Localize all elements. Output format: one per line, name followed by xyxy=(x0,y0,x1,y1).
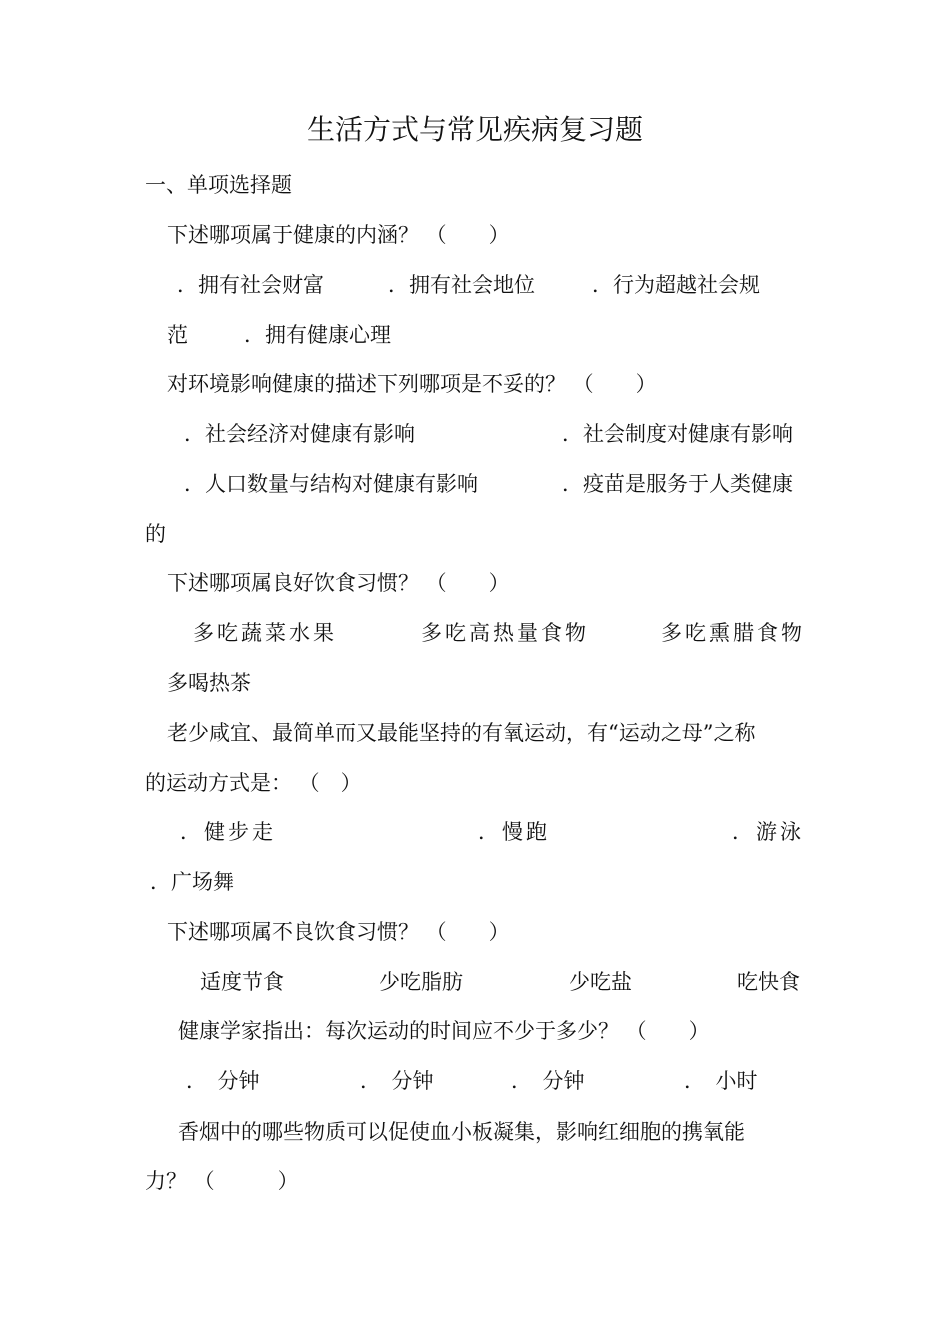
question-2-option-d-continued: 的 xyxy=(145,522,166,546)
question-3-option-d: 多喝热茶 xyxy=(167,671,251,695)
page-title: 生活方式与常见疾病复习题 xyxy=(306,113,643,146)
question-4-option-d: ．广场舞 xyxy=(150,870,234,894)
section-heading: 一、单项选择题 xyxy=(145,173,292,197)
question-2-option-a: ．社会经济对健康有影响 xyxy=(184,422,415,446)
question-2-stem: 对环境影响健康的描述下列哪项是不妥的？ （ ） xyxy=(167,372,657,396)
question-6-option-a: ． 分钟 xyxy=(186,1069,260,1093)
question-6-option-b: ． 分钟 xyxy=(360,1069,434,1093)
question-6-option-d: ． 小时 xyxy=(684,1069,758,1093)
question-5-option-b: 少吃脂肪 xyxy=(379,970,463,994)
question-2-option-d: ．疫苗是服务于人类健康 xyxy=(562,472,793,496)
question-4-stem-line-2: 的运动方式是： （ ） xyxy=(145,771,362,795)
question-1-option-b: ．拥有社会地位 xyxy=(388,273,535,297)
question-5-option-d: 吃快食 xyxy=(737,970,800,994)
question-1-option-c: ．行为超越社会规 xyxy=(592,273,760,297)
question-7-stem-line-1: 香烟中的哪些物质可以促使血小板凝集，影响红细胞的携氧能 xyxy=(178,1120,745,1144)
question-3-option-a: 多吃蔬菜水果 xyxy=(193,621,337,645)
question-1-option-a: ．拥有社会财富 xyxy=(177,273,324,297)
question-5-option-a: 适度节食 xyxy=(200,970,284,994)
question-4-stem-line-1: 老少咸宜、最简单而又最能坚持的有氧运动，有“运动之母”之称 xyxy=(167,721,756,745)
question-4-option-a: ．健步走 xyxy=(180,820,276,844)
question-2-option-c: ．人口数量与结构对健康有影响 xyxy=(184,472,478,496)
question-5-option-c: 少吃盐 xyxy=(569,970,632,994)
question-3-option-c: 多吃熏腊食物 xyxy=(661,621,805,645)
question-4-option-c: ．游泳 xyxy=(732,820,804,844)
question-3-option-b: 多吃高热量食物 xyxy=(421,621,589,645)
question-7-stem-line-2: 力？ （ ） xyxy=(145,1169,299,1193)
question-5-stem: 下述哪项属不良饮食习惯？ （ ） xyxy=(167,920,510,944)
question-3-stem: 下述哪项属良好饮食习惯？ （ ） xyxy=(167,571,510,595)
question-4-option-b: ．慢跑 xyxy=(478,820,550,844)
question-1-stem: 下述哪项属于健康的内涵？ （ ） xyxy=(167,223,510,247)
question-1-option-c-continued: 范 xyxy=(167,323,188,347)
question-6-option-c: ． 分钟 xyxy=(511,1069,585,1093)
question-1-option-d: ．拥有健康心理 xyxy=(244,323,391,347)
question-6-stem: 健康学家指出：每次运动的时间应不少于多少？ （ ） xyxy=(178,1019,710,1043)
question-2-option-b: ．社会制度对健康有影响 xyxy=(562,422,793,446)
